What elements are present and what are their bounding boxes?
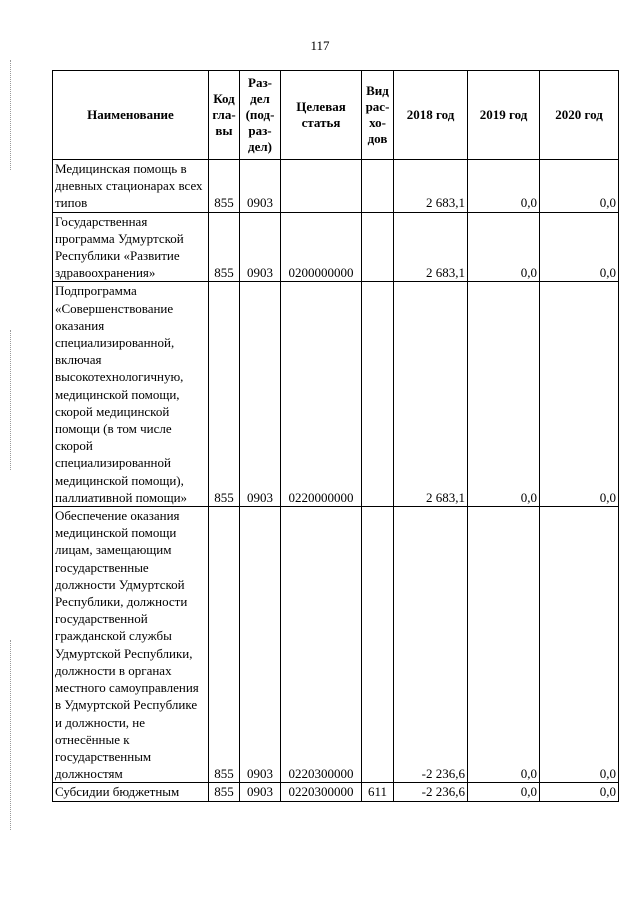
col-header-2019: 2019 год <box>468 71 540 160</box>
row-section: 0903 <box>240 160 281 213</box>
row-2019: 0,0 <box>468 783 540 801</box>
row-2018: 2 683,1 <box>394 160 468 213</box>
row-section: 0903 <box>240 783 281 801</box>
row-section: 0903 <box>240 507 281 783</box>
row-2019: 0,0 <box>468 507 540 783</box>
row-code: 855 <box>209 507 240 783</box>
col-header-2018: 2018 год <box>394 71 468 160</box>
row-expense-type: 611 <box>362 783 394 801</box>
table-row <box>53 507 619 783</box>
table-row <box>53 160 619 213</box>
row-target: 0220300000 <box>281 783 362 801</box>
row-code: 855 <box>209 160 240 213</box>
row-2018: -2 236,6 <box>394 507 468 783</box>
row-name: Подпрограмма «Совершенствование оказания специализированной, включая высокотехнологичную, медицинской помощи, скорой медицинской помощи (в том числе скорой специализированной медицинской помощи), паллиативной помощи» <box>53 282 209 507</box>
page-number: 117 <box>310 38 330 53</box>
row-name: Государственная программа Удмуртской Республики «Развитие здравоохранения» <box>53 212 209 282</box>
row-target: 0220300000 <box>281 507 362 783</box>
row-code: 855 <box>209 212 240 282</box>
header-row <box>53 71 619 160</box>
budget-table <box>52 70 619 802</box>
row-target <box>281 160 362 213</box>
row-expense-type <box>362 507 394 783</box>
row-2020: 0,0 <box>540 507 619 783</box>
row-expense-type <box>362 160 394 213</box>
row-2020: 0,0 <box>540 282 619 507</box>
row-expense-type <box>362 282 394 507</box>
row-2019: 0,0 <box>468 282 540 507</box>
row-section: 0903 <box>240 282 281 507</box>
row-2020: 0,0 <box>540 160 619 213</box>
col-header-section: Раз- дел (под- раз- дел) <box>240 71 281 160</box>
row-2020: 0,0 <box>540 212 619 282</box>
scan-margin-dots <box>10 330 13 470</box>
row-2018: -2 236,6 <box>394 783 468 801</box>
row-2019: 0,0 <box>468 212 540 282</box>
col-header-name: Наименование <box>53 71 209 160</box>
col-header-expense-type: Вид рас- хо- дов <box>362 71 394 160</box>
row-name: Медицинская помощь в дневных стационарах всех типов <box>53 160 209 213</box>
row-2019: 0,0 <box>468 160 540 213</box>
row-code: 855 <box>209 282 240 507</box>
table-row <box>53 212 619 282</box>
table-row <box>53 282 619 507</box>
row-name: Обеспечение оказания медицинской помощи лицам, замещающим государственные должности Удмуртской Республики, должности государственной гражданской службы Удмуртской Республики, должности в органах местного самоуправления в Удмуртской Республике и должности, не отнесённые к государственным должностям <box>53 507 209 783</box>
row-target: 0220000000 <box>281 282 362 507</box>
row-2020: 0,0 <box>540 783 619 801</box>
row-section: 0903 <box>240 212 281 282</box>
table-row <box>53 783 619 801</box>
row-expense-type <box>362 212 394 282</box>
col-header-code: Код гла- вы <box>209 71 240 160</box>
scan-margin-dots <box>10 640 13 830</box>
row-2018: 2 683,1 <box>394 282 468 507</box>
col-header-target: Целевая статья <box>281 71 362 160</box>
col-header-2020: 2020 год <box>540 71 619 160</box>
row-2018: 2 683,1 <box>394 212 468 282</box>
row-name: Субсидии бюджетным <box>53 783 209 801</box>
row-target: 0200000000 <box>281 212 362 282</box>
row-code: 855 <box>209 783 240 801</box>
scan-margin-dots <box>10 60 13 170</box>
